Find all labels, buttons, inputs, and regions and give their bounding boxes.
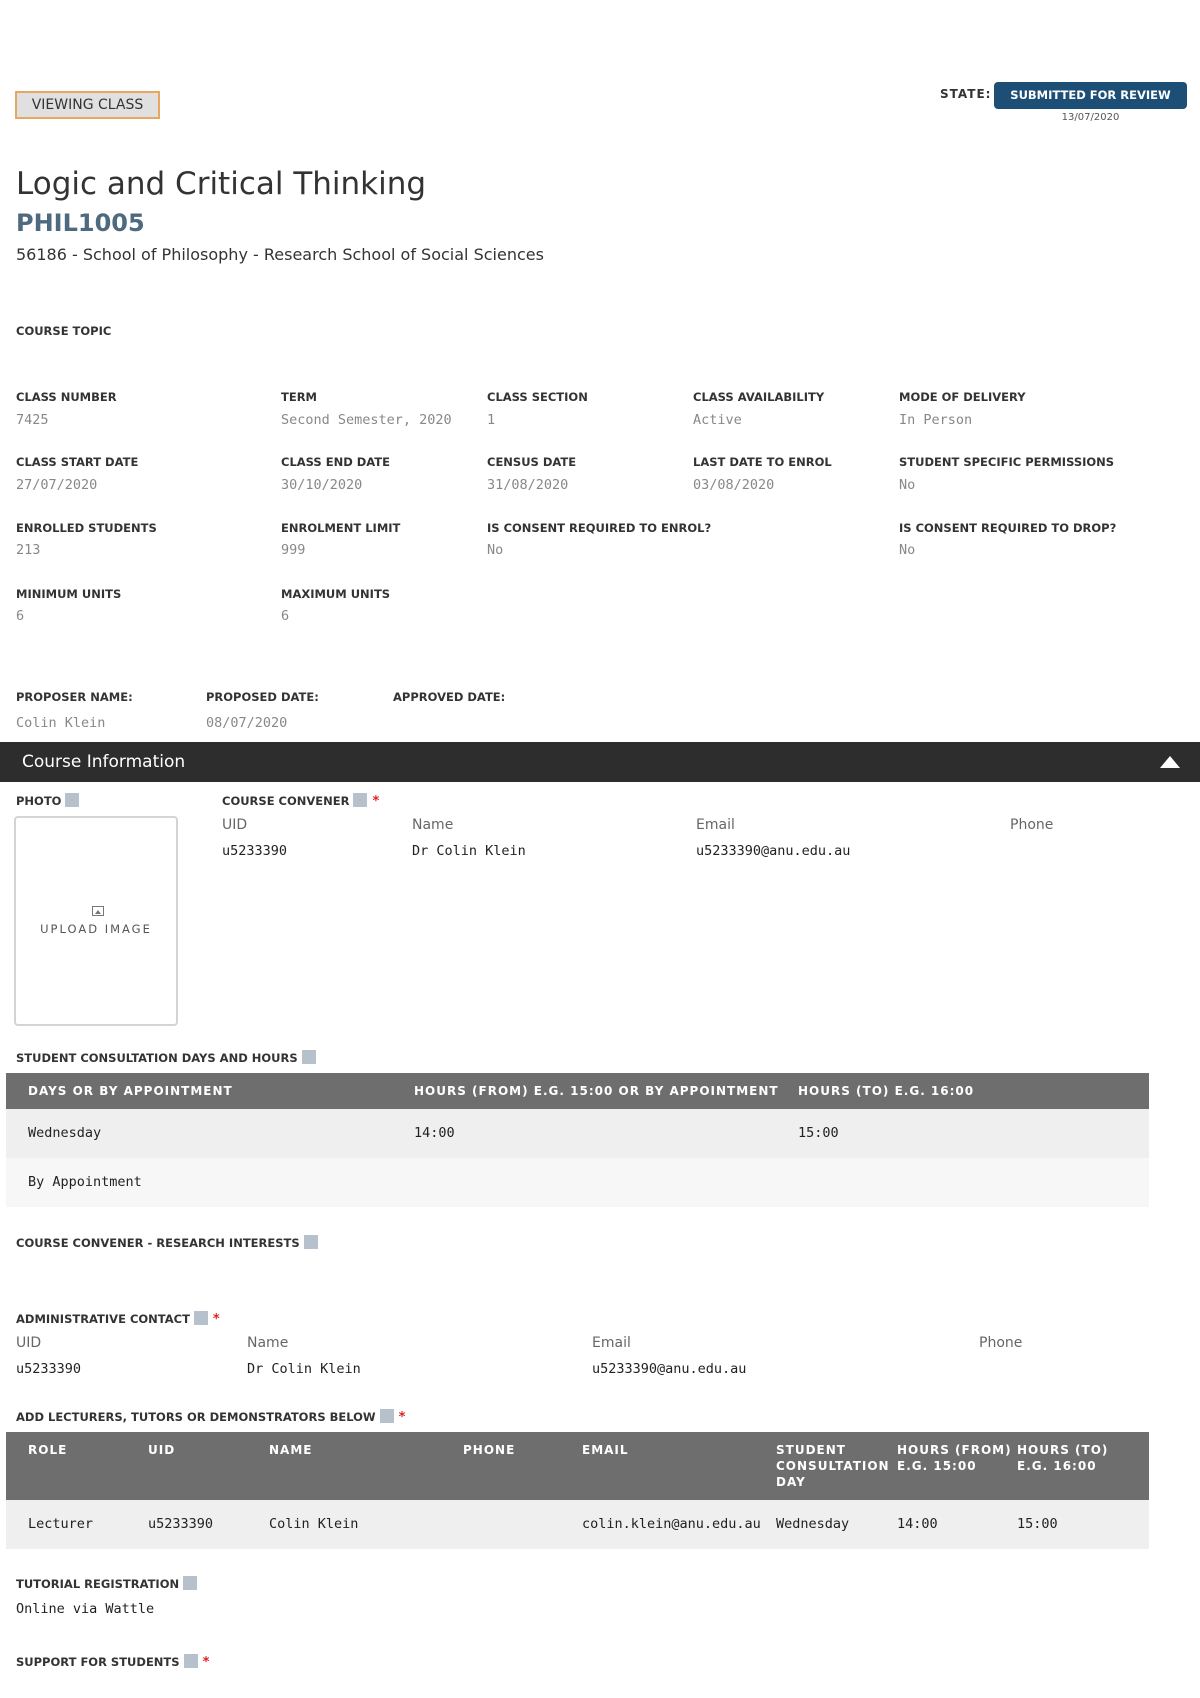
admin-uid-header: UID xyxy=(16,1335,42,1351)
field-label: MINIMUM UNITS xyxy=(16,587,122,601)
column-header: ROLE xyxy=(28,1443,68,1457)
staff-table xyxy=(6,1432,1149,1549)
course-organisation: 56186 - School of Philosophy - Research School of Social Sciences xyxy=(16,245,544,264)
column-header: HOURS (TO) E.G. 16:00 xyxy=(798,1084,975,1098)
field-label: CLASS END DATE xyxy=(281,455,391,469)
table-header xyxy=(6,1432,1149,1500)
convener-email-header: Email xyxy=(696,817,735,833)
viewing-class-badge: VIEWING CLASS xyxy=(15,91,160,119)
field-label: MODE OF DELIVERY xyxy=(899,390,1026,404)
info-icon[interactable] xyxy=(65,793,79,807)
field-value: No xyxy=(899,477,916,493)
table-cell: Colin Klein xyxy=(269,1516,359,1532)
field-value: 6 xyxy=(281,608,290,624)
table-row xyxy=(6,1500,1149,1549)
table-cell: 15:00 xyxy=(1017,1516,1058,1532)
column-header: PHONE xyxy=(463,1443,516,1457)
photo-label: PHOTO xyxy=(16,794,62,808)
field-label: MAXIMUM UNITS xyxy=(281,587,391,601)
consultation-label-row xyxy=(16,1050,316,1065)
field-value: Second Semester, 2020 xyxy=(281,412,452,428)
column-header: HOURS (FROM) xyxy=(897,1443,1012,1457)
admin-email-header: Email xyxy=(592,1335,631,1351)
info-icon[interactable] xyxy=(380,1409,394,1423)
proposed-date-value: 08/07/2020 xyxy=(206,715,288,731)
field-label: CENSUS DATE xyxy=(487,455,577,469)
column-header: EMAIL xyxy=(582,1443,629,1457)
field-label: CLASS SECTION xyxy=(487,390,588,404)
required-asterisk-icon: * xyxy=(372,794,380,809)
field-value: No xyxy=(487,542,504,558)
field-value: 6 xyxy=(16,608,25,624)
info-icon[interactable] xyxy=(353,793,367,807)
upload-image-button[interactable] xyxy=(14,816,178,1026)
field-value: 213 xyxy=(16,542,41,558)
field-label: LAST DATE TO ENROL xyxy=(693,455,832,469)
course-convener-label: COURSE CONVENER xyxy=(222,794,350,808)
proposed-date-label: PROPOSED DATE: xyxy=(206,690,319,704)
field-value: 03/08/2020 xyxy=(693,477,775,493)
field-label: ENROLMENT LIMIT xyxy=(281,521,401,535)
column-header: NAME xyxy=(269,1443,313,1457)
column-header: DAY xyxy=(776,1475,806,1489)
admin-contact-label-row xyxy=(16,1311,220,1327)
table-header xyxy=(6,1073,1149,1109)
convener-name: Dr Colin Klein xyxy=(412,843,526,859)
column-header: DAYS OR BY APPOINTMENT xyxy=(28,1084,233,1098)
admin-email[interactable]: u5233390@anu.edu.au xyxy=(592,1361,747,1377)
admin-contact-label: ADMINISTRATIVE CONTACT xyxy=(16,1312,190,1326)
course-code: PHIL1005 xyxy=(16,209,145,237)
admin-name: Dr Colin Klein xyxy=(247,1361,361,1377)
state-badge: SUBMITTED FOR REVIEW xyxy=(994,82,1187,109)
column-header: STUDENT xyxy=(776,1443,846,1457)
consultation-table xyxy=(6,1073,1149,1207)
state-label: STATE: xyxy=(940,87,992,101)
field-value: 31/08/2020 xyxy=(487,477,569,493)
field-label: TERM xyxy=(281,390,317,404)
table-cell: 15:00 xyxy=(798,1125,839,1141)
staff-label: ADD LECTURERS, TUTORS OR DEMONSTRATORS BELOW xyxy=(16,1410,376,1424)
required-asterisk-icon: * xyxy=(202,1655,210,1670)
proposer-name-value: Colin Klein xyxy=(16,715,106,731)
info-icon[interactable] xyxy=(183,1576,197,1590)
field-value: 30/10/2020 xyxy=(281,477,363,493)
admin-name-header: Name xyxy=(247,1335,289,1351)
column-header: UID xyxy=(148,1443,176,1457)
tutorial-registration-label: TUTORIAL REGISTRATION xyxy=(16,1577,180,1591)
image-icon xyxy=(92,906,104,916)
column-header: E.G. 16:00 xyxy=(1017,1459,1097,1473)
table-cell: Wednesday xyxy=(776,1516,850,1532)
info-icon[interactable] xyxy=(302,1050,316,1064)
admin-phone-header: Phone xyxy=(979,1335,1023,1351)
research-interests-label: COURSE CONVENER - RESEARCH INTERESTS xyxy=(16,1236,300,1250)
table-cell: Lecturer xyxy=(28,1516,94,1532)
staff-label-row xyxy=(16,1409,405,1425)
state-date: 13/07/2020 xyxy=(1061,112,1120,123)
field-label: CLASS AVAILABILITY xyxy=(693,390,825,404)
required-asterisk-icon: * xyxy=(398,1410,406,1425)
upload-image-label: UPLOAD IMAGE xyxy=(40,922,152,936)
course-title: Logic and Critical Thinking xyxy=(16,166,427,202)
tutorial-registration-value: Online via Wattle xyxy=(16,1601,155,1617)
convener-uid-header: UID xyxy=(222,817,248,833)
field-value: Active xyxy=(693,412,742,428)
course-convener-label-row xyxy=(222,793,379,809)
info-icon[interactable] xyxy=(304,1235,318,1249)
convener-name-header: Name xyxy=(412,817,454,833)
approved-date-label: APPROVED DATE: xyxy=(393,690,506,704)
convener-email[interactable]: u5233390@anu.edu.au xyxy=(696,843,851,859)
field-value: 1 xyxy=(487,412,496,428)
photo-label-row xyxy=(16,793,79,808)
field-value: 27/07/2020 xyxy=(16,477,98,493)
field-value: 7425 xyxy=(16,412,49,428)
field-value: In Person xyxy=(899,412,973,428)
table-cell: 14:00 xyxy=(897,1516,938,1532)
support-label-row xyxy=(16,1654,209,1670)
proposer-name-label: PROPOSER NAME: xyxy=(16,690,133,704)
collapse-chevron-icon[interactable] xyxy=(1160,756,1180,768)
table-cell: 14:00 xyxy=(414,1125,455,1141)
consultation-label: STUDENT CONSULTATION DAYS AND HOURS xyxy=(16,1051,298,1065)
table-cell: By Appointment xyxy=(28,1174,142,1190)
tutorial-registration-label-row xyxy=(16,1576,197,1591)
field-label: STUDENT SPECIFIC PERMISSIONS xyxy=(899,455,1115,469)
field-label: IS CONSENT REQUIRED TO ENROL? xyxy=(487,521,712,535)
required-asterisk-icon: * xyxy=(212,1312,220,1327)
convener-phone-header: Phone xyxy=(1010,817,1054,833)
course-topic-label: COURSE TOPIC xyxy=(16,324,112,338)
info-icon[interactable] xyxy=(194,1311,208,1325)
table-cell[interactable]: colin.klein@anu.edu.au xyxy=(582,1516,761,1532)
section-title: Course Information xyxy=(22,752,186,772)
course-information-section-header[interactable] xyxy=(0,742,1200,782)
field-value: No xyxy=(899,542,916,558)
field-value: 999 xyxy=(281,542,306,558)
table-cell: Wednesday xyxy=(28,1125,102,1141)
field-label: CLASS START DATE xyxy=(16,455,139,469)
admin-uid: u5233390 xyxy=(16,1361,82,1377)
column-header: HOURS (FROM) E.G. 15:00 OR BY APPOINTMENT xyxy=(414,1084,779,1098)
table-row xyxy=(6,1109,1149,1158)
info-icon[interactable] xyxy=(184,1654,198,1668)
column-header: HOURS (TO) xyxy=(1017,1443,1109,1457)
table-row xyxy=(6,1158,1149,1207)
column-header: E.G. 15:00 xyxy=(897,1459,977,1473)
field-label: ENROLLED STUDENTS xyxy=(16,521,157,535)
table-cell: u5233390 xyxy=(148,1516,214,1532)
field-label: IS CONSENT REQUIRED TO DROP? xyxy=(899,521,1117,535)
field-label: CLASS NUMBER xyxy=(16,390,117,404)
research-interests-label-row xyxy=(16,1235,318,1250)
column-header: CONSULTATION xyxy=(776,1459,890,1473)
support-label: SUPPORT FOR STUDENTS xyxy=(16,1655,180,1669)
convener-uid: u5233390 xyxy=(222,843,288,859)
